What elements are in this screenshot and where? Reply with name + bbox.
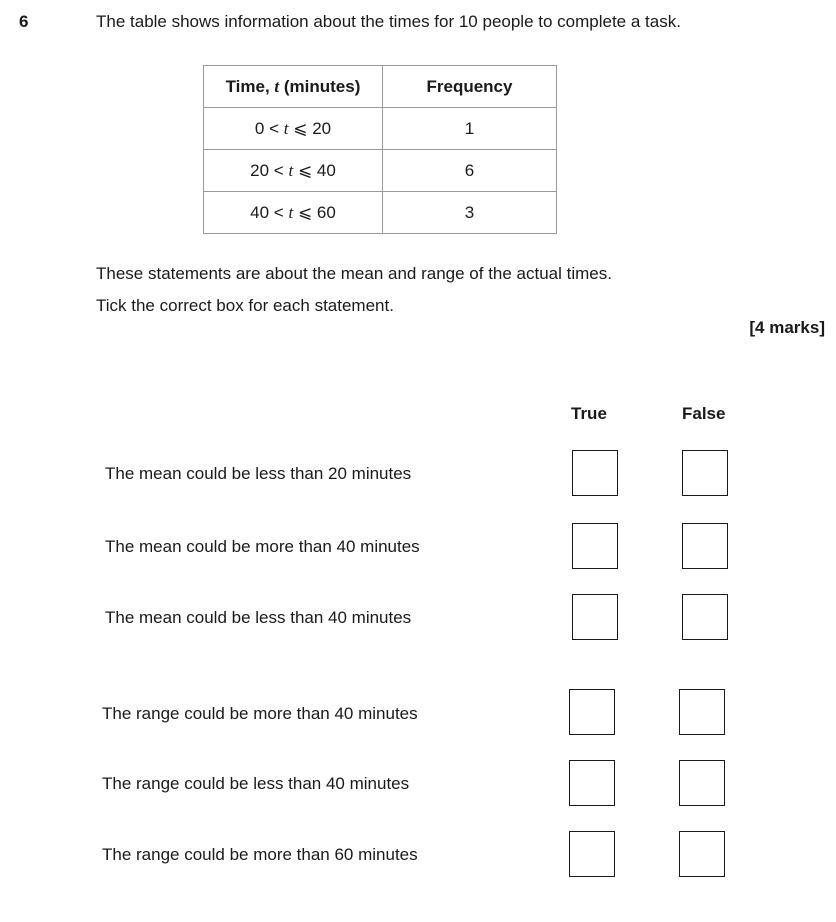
true-checkbox-5[interactable] <box>569 760 615 806</box>
question-intro: The table shows information about the times for 10 people to complete a task. <box>96 12 681 31</box>
false-checkbox-1[interactable] <box>682 450 728 496</box>
statement-range-more-60: The range could be more than 60 minutes <box>102 845 418 864</box>
frequency-cell: 6 <box>383 150 557 192</box>
table-row <box>204 192 557 234</box>
true-checkbox-2[interactable] <box>572 523 618 569</box>
statement-range-less-40: The range could be less than 40 minutes <box>102 774 410 793</box>
true-checkbox-1[interactable] <box>572 450 618 496</box>
table-header-row <box>204 66 557 108</box>
false-checkbox-6[interactable] <box>679 831 725 877</box>
statement-mean-more-40: The mean could be more than 40 minutes <box>105 537 420 556</box>
time-interval-cell: 0 < t ⩽ 20 <box>204 108 383 150</box>
time-interval-cell: 40 < t ⩽ 60 <box>204 192 383 234</box>
frequency-cell: 1 <box>383 108 557 150</box>
true-checkbox-6[interactable] <box>569 831 615 877</box>
frequency-cell: 3 <box>383 192 557 234</box>
time-interval-cell: 20 < t ⩽ 40 <box>204 150 383 192</box>
false-column-header: False <box>682 404 726 423</box>
statement-range-more-40: The range could be more than 40 minutes <box>102 704 418 723</box>
instruction-text: These statements are about the mean and range of the actual times. <box>96 264 612 283</box>
statement-mean-less-40: The mean could be less than 40 minutes <box>105 608 412 627</box>
false-checkbox-5[interactable] <box>679 760 725 806</box>
true-checkbox-4[interactable] <box>569 689 615 735</box>
marks-label: [4 marks] <box>749 318 825 337</box>
header-time: Time, t (minutes) <box>204 66 383 108</box>
false-checkbox-3[interactable] <box>682 594 728 640</box>
table-row <box>204 150 557 192</box>
false-checkbox-4[interactable] <box>679 689 725 735</box>
true-checkbox-3[interactable] <box>572 594 618 640</box>
false-checkbox-2[interactable] <box>682 523 728 569</box>
header-frequency: Frequency <box>383 66 557 108</box>
tick-instruction: Tick the correct box for each statement. <box>96 296 394 315</box>
true-column-header: True <box>571 404 607 423</box>
frequency-table <box>203 65 557 234</box>
table-row <box>204 108 557 150</box>
statement-mean-less-20: The mean could be less than 20 minutes <box>105 464 412 483</box>
question-number: 6 <box>19 12 29 31</box>
